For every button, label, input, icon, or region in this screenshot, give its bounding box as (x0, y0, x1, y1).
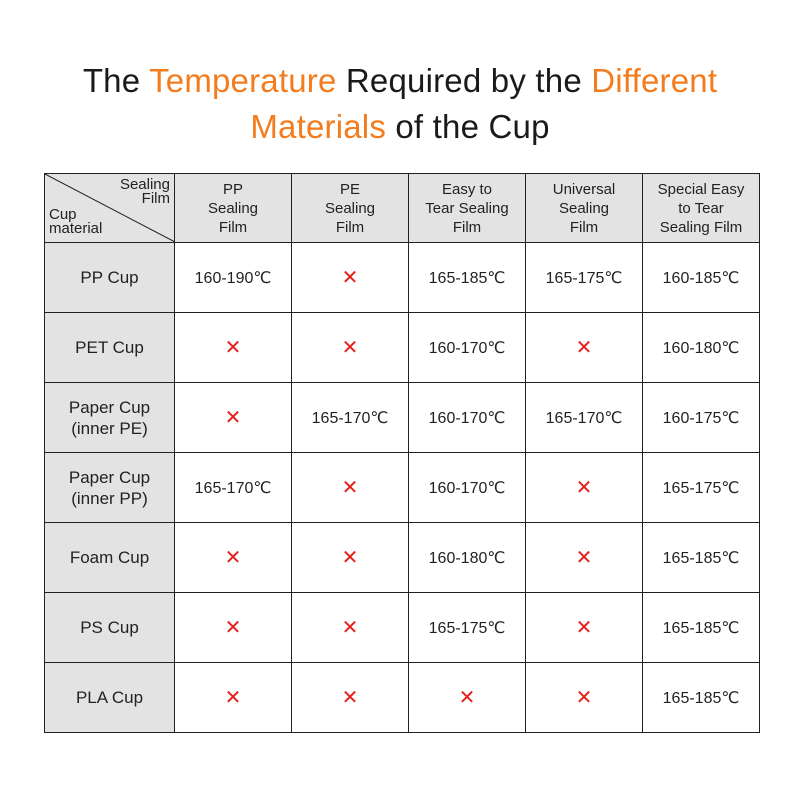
temperature-value: 165-175℃ (662, 479, 740, 497)
cross-icon: ✕ (224, 687, 242, 709)
incompatible-cell (175, 383, 292, 453)
cross-icon: ✕ (458, 687, 476, 709)
temperature-cell (643, 593, 760, 663)
cross-icon: ✕ (224, 337, 242, 359)
temperature-cell (409, 383, 526, 453)
cup-material-label: PLA Cup (75, 688, 144, 707)
incompatible-cell (526, 593, 643, 663)
column-header: PP Sealing Film (175, 174, 292, 243)
temperature-cell (526, 243, 643, 313)
temperature-value: 165-185℃ (428, 269, 506, 287)
incompatible-cell (526, 453, 643, 523)
cross-icon: ✕ (575, 547, 593, 569)
corner-top-label: Sealing Film (119, 176, 170, 207)
cross-icon: ✕ (575, 477, 593, 499)
table-row (45, 453, 760, 523)
title-line-1: The Temperature Required by the Different (82, 62, 718, 99)
temperature-value: 160-190℃ (194, 269, 272, 287)
incompatible-cell (526, 663, 643, 733)
temperature-cell (409, 593, 526, 663)
cross-icon: ✕ (575, 687, 593, 709)
cup-material-label: PP Cup (80, 268, 139, 287)
temperature-value: 165-185℃ (662, 549, 740, 567)
incompatible-cell (526, 523, 643, 593)
temperature-cell (175, 243, 292, 313)
corner-header-cell (45, 174, 175, 243)
temperature-value: 165-185℃ (662, 619, 740, 637)
temperature-value: 160-180℃ (428, 549, 506, 567)
row-header (45, 243, 175, 313)
incompatible-cell (175, 593, 292, 663)
cross-icon: ✕ (224, 547, 242, 569)
temperature-value: 165-175℃ (545, 269, 623, 287)
table-row (45, 383, 760, 453)
cross-icon: ✕ (224, 407, 242, 429)
row-header (45, 523, 175, 593)
incompatible-cell (175, 523, 292, 593)
incompatible-cell (292, 453, 409, 523)
incompatible-cell (175, 663, 292, 733)
cross-icon: ✕ (341, 477, 359, 499)
temperature-value: 165-175℃ (428, 619, 506, 637)
cross-icon: ✕ (341, 337, 359, 359)
column-header: Universal Sealing Film (526, 174, 643, 243)
cup-material-sublabel: (inner PE) (71, 418, 148, 438)
temperature-value: 160-180℃ (662, 339, 740, 357)
temperature-value: 160-170℃ (428, 339, 506, 357)
temperature-cell (409, 523, 526, 593)
temperature-cell (526, 383, 643, 453)
cross-icon: ✕ (341, 547, 359, 569)
title-line-2: Materials of the Cup (250, 108, 550, 145)
table-row (45, 313, 760, 383)
cup-material-label: Foam Cup (69, 548, 150, 567)
incompatible-cell (175, 313, 292, 383)
header-row (45, 174, 760, 243)
temperature-cell (409, 313, 526, 383)
temperature-value: 160-185℃ (662, 269, 740, 287)
column-header: Easy to Tear Sealing Film (409, 174, 526, 243)
temperature-cell (643, 453, 760, 523)
temperature-value: 165-170℃ (194, 479, 272, 497)
temperature-value: 165-170℃ (545, 409, 623, 427)
cross-icon: ✕ (341, 687, 359, 709)
cross-icon: ✕ (341, 617, 359, 639)
row-header (45, 383, 175, 453)
temperature-cell (643, 383, 760, 453)
temperature-value: 160-170℃ (428, 479, 506, 497)
temperature-cell (643, 243, 760, 313)
temperature-cell (409, 453, 526, 523)
incompatible-cell (292, 663, 409, 733)
temperature-cell (292, 383, 409, 453)
incompatible-cell (292, 313, 409, 383)
table-row (45, 663, 760, 733)
row-header (45, 663, 175, 733)
cross-icon: ✕ (341, 267, 359, 289)
temperature-cell (643, 663, 760, 733)
column-header: PE Sealing Film (292, 174, 409, 243)
corner-bottom-label: Cup material (49, 206, 103, 237)
temperature-cell (175, 453, 292, 523)
cross-icon: ✕ (224, 617, 242, 639)
row-header (45, 453, 175, 523)
column-header: Special Easy to Tear Sealing Film (643, 174, 760, 243)
row-header (45, 593, 175, 663)
incompatible-cell (409, 663, 526, 733)
table-row (45, 243, 760, 313)
incompatible-cell (292, 523, 409, 593)
temperature-value: 160-170℃ (428, 409, 506, 427)
cup-material-label: Paper Cup (68, 397, 151, 417)
cup-material-label: PET Cup (75, 338, 144, 357)
temperature-cell (643, 523, 760, 593)
incompatible-cell (526, 313, 643, 383)
cross-icon: ✕ (575, 617, 593, 639)
temperature-table (44, 173, 760, 733)
table-row (45, 593, 760, 663)
cross-icon: ✕ (575, 337, 593, 359)
row-header (45, 313, 175, 383)
table-row (45, 523, 760, 593)
temperature-value: 165-185℃ (662, 689, 740, 707)
cup-material-label: Paper Cup (68, 467, 151, 487)
incompatible-cell (292, 243, 409, 313)
page-title (0, 58, 800, 150)
incompatible-cell (292, 593, 409, 663)
temperature-value: 165-170℃ (311, 409, 389, 427)
temperature-value: 160-175℃ (662, 409, 740, 427)
cup-material-sublabel: (inner PP) (71, 488, 148, 508)
temperature-cell (409, 243, 526, 313)
cup-material-label: PS Cup (80, 618, 139, 637)
temperature-cell (643, 313, 760, 383)
